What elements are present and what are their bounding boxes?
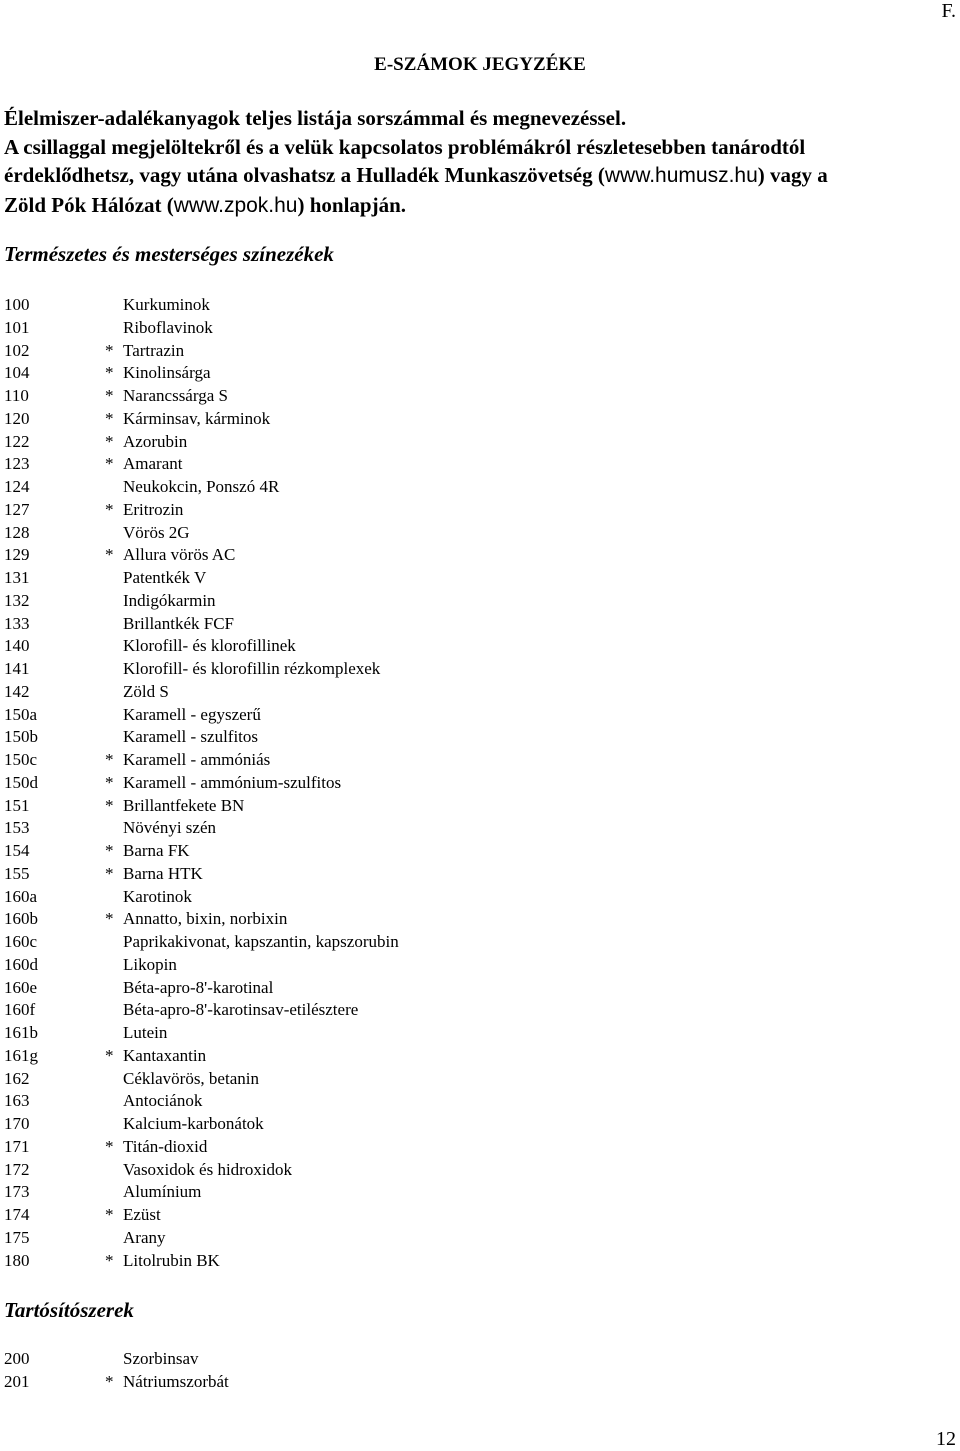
additive-name: Allura vörös AC bbox=[123, 545, 236, 565]
list-item bbox=[4, 726, 704, 749]
list-item bbox=[4, 408, 704, 431]
additive-name: Barna HTK bbox=[123, 863, 203, 883]
asterisk-marker: * bbox=[105, 499, 114, 519]
asterisk-marker: * bbox=[105, 863, 114, 883]
e-number: 102 bbox=[4, 340, 30, 360]
e-number: 140 bbox=[4, 636, 30, 656]
additive-name: Tartrazin bbox=[123, 340, 185, 360]
list-item bbox=[4, 954, 704, 977]
additive-name: Zöld S bbox=[123, 681, 169, 701]
additive-name: Karamell - szulfitos bbox=[123, 727, 259, 747]
intro-line-1: Élelmiszer-adalékanyagok teljes listája sorszámmal és megnevezéssel. bbox=[4, 106, 627, 130]
additive-name: Narancssárga S bbox=[123, 386, 228, 405]
asterisk-marker: * bbox=[105, 386, 114, 405]
list-item bbox=[4, 499, 704, 522]
additive-name: Lutein bbox=[123, 1023, 168, 1042]
list-item bbox=[4, 817, 704, 840]
additive-name: Antociánok bbox=[123, 1091, 203, 1111]
e-number: 150c bbox=[4, 750, 38, 769]
list-item bbox=[4, 1227, 704, 1250]
list-item bbox=[4, 1113, 704, 1136]
asterisk-marker: * bbox=[105, 909, 114, 929]
section-title-colorants: Természetes és mesterséges színezékek bbox=[4, 242, 334, 266]
asterisk-marker: * bbox=[105, 1250, 114, 1270]
additive-name: Patentkék V bbox=[123, 568, 207, 587]
additive-name: Béta-apro-8'-karotinsav-etilésztere bbox=[123, 1000, 359, 1020]
list-item bbox=[4, 340, 704, 363]
asterisk-marker: * bbox=[105, 454, 114, 474]
additive-name: Paprikakivonat, kapszantin, kapszorubin bbox=[123, 932, 399, 951]
asterisk-marker: * bbox=[105, 1045, 114, 1065]
e-number: 100 bbox=[4, 295, 30, 314]
list-item bbox=[4, 1159, 704, 1182]
page-title: E-SZÁMOK JEGYZÉKE bbox=[374, 54, 586, 75]
list-item bbox=[4, 977, 704, 1000]
colorants-list bbox=[4, 294, 704, 1272]
e-number: 154 bbox=[4, 841, 30, 860]
additive-name: Riboflavinok bbox=[123, 317, 213, 337]
e-number: 141 bbox=[4, 659, 30, 678]
e-number: 170 bbox=[4, 1114, 30, 1133]
additive-name: Céklavörös, betanin bbox=[123, 1068, 259, 1088]
list-item bbox=[4, 453, 704, 476]
e-number: 150b bbox=[4, 727, 38, 747]
list-item bbox=[4, 362, 704, 385]
additive-name: Karotinok bbox=[123, 886, 192, 906]
list-item bbox=[4, 567, 704, 590]
list-item bbox=[4, 681, 704, 704]
e-number: 129 bbox=[4, 545, 30, 565]
list-item bbox=[4, 886, 704, 909]
list-item bbox=[4, 385, 704, 408]
e-number: 160f bbox=[4, 1000, 36, 1020]
list-item bbox=[4, 863, 704, 886]
intro-line-4-start: Zöld Pók Hálózat ( bbox=[4, 192, 174, 217]
asterisk-marker: * bbox=[105, 1205, 114, 1224]
additive-name: Karamell - ammónium-szulfitos bbox=[123, 772, 342, 792]
list-item bbox=[4, 544, 704, 567]
asterisk-marker: * bbox=[105, 795, 114, 815]
additive-name: Barna FK bbox=[123, 841, 190, 860]
additive-name: Litolrubin BK bbox=[123, 1250, 220, 1270]
intro-line-4-end: ) honlapján. bbox=[297, 192, 407, 217]
additive-name: Klorofill- és klorofillin rézkomplexek bbox=[123, 659, 381, 678]
e-number: 171 bbox=[4, 1136, 30, 1156]
asterisk-marker: * bbox=[105, 1371, 114, 1391]
e-number: 163 bbox=[4, 1091, 30, 1111]
list-item bbox=[4, 795, 704, 818]
additive-name: Kalcium-karbonátok bbox=[123, 1114, 264, 1133]
e-number: 160a bbox=[4, 886, 38, 906]
intro-line-2: A csillaggal megjelöltekről és a velük kapcsolatos problémákról részletesebben tanárodtól bbox=[4, 134, 806, 159]
e-number: 101 bbox=[4, 317, 30, 337]
additive-name: Neukokcin, Ponszó 4R bbox=[123, 477, 280, 496]
e-number: 161g bbox=[4, 1045, 38, 1065]
section-title-preservatives: Tartósítószerek bbox=[4, 1298, 134, 1322]
list-item bbox=[4, 1068, 704, 1091]
list-item bbox=[4, 476, 704, 499]
additive-name: Kinolinsárga bbox=[123, 363, 211, 383]
e-number: 174 bbox=[4, 1205, 30, 1224]
page-marker: F. bbox=[941, 0, 956, 22]
page-number: 12 bbox=[936, 1428, 956, 1450]
additive-name: Brillantfekete BN bbox=[123, 795, 245, 815]
list-item bbox=[4, 704, 704, 727]
zpok-link[interactable]: www.zpok.hu bbox=[173, 193, 298, 217]
list-item bbox=[4, 658, 704, 681]
asterisk-marker: * bbox=[105, 841, 114, 860]
list-item bbox=[4, 1250, 704, 1273]
e-number: 132 bbox=[4, 590, 30, 610]
e-number: 120 bbox=[4, 408, 30, 428]
list-item bbox=[4, 1045, 704, 1068]
list-item bbox=[4, 1136, 704, 1159]
list-item bbox=[4, 613, 704, 636]
list-item bbox=[4, 431, 704, 454]
e-number: 127 bbox=[4, 499, 30, 519]
list-item bbox=[4, 317, 704, 340]
asterisk-marker: * bbox=[105, 363, 114, 383]
intro-line-3 bbox=[4, 161, 954, 191]
list-item bbox=[4, 931, 704, 954]
preservatives-list bbox=[4, 1348, 704, 1394]
list-item bbox=[4, 1204, 704, 1227]
list-item bbox=[4, 749, 704, 772]
humusz-link[interactable]: www.humusz.hu bbox=[604, 164, 758, 187]
e-number: 173 bbox=[4, 1182, 30, 1202]
e-number: 150d bbox=[4, 772, 38, 792]
intro-paragraph bbox=[4, 104, 954, 220]
e-number: 175 bbox=[4, 1227, 30, 1247]
e-number: 104 bbox=[4, 363, 30, 383]
additive-name: Karamell - ammóniás bbox=[123, 750, 271, 769]
e-number: 133 bbox=[4, 613, 30, 633]
list-item bbox=[4, 590, 704, 613]
additive-name: Kárminsav, kárminok bbox=[123, 408, 271, 428]
e-number: 160b bbox=[4, 909, 38, 929]
e-number: 124 bbox=[4, 477, 30, 496]
additive-name: Szorbinsav bbox=[123, 1349, 199, 1368]
list-item bbox=[4, 840, 704, 863]
additive-name: Brillantkék FCF bbox=[123, 613, 234, 633]
list-item bbox=[4, 772, 704, 795]
asterisk-marker: * bbox=[105, 772, 114, 792]
e-number: 200 bbox=[4, 1349, 30, 1368]
additive-name: Annatto, bixin, norbixin bbox=[123, 909, 288, 929]
list-item bbox=[4, 999, 704, 1022]
e-number: 172 bbox=[4, 1159, 30, 1179]
e-number: 151 bbox=[4, 795, 30, 815]
additive-name: Azorubin bbox=[123, 431, 188, 451]
e-number: 201 bbox=[4, 1371, 30, 1391]
list-item bbox=[4, 522, 704, 545]
list-item bbox=[4, 1181, 704, 1204]
additive-name: Vörös 2G bbox=[123, 522, 190, 542]
intro-line-3-end: ) vagy a bbox=[757, 163, 828, 187]
asterisk-marker: * bbox=[105, 408, 114, 428]
intro-line-3-start: érdeklődhetsz, vagy utána olvashatsz a Hulladék Munkaszövetség ( bbox=[4, 163, 605, 187]
e-number: 131 bbox=[4, 568, 30, 587]
additive-name: Alumínium bbox=[123, 1182, 202, 1202]
e-number: 180 bbox=[4, 1250, 30, 1270]
additive-name: Kantaxantin bbox=[123, 1045, 207, 1065]
asterisk-marker: * bbox=[105, 340, 114, 360]
additive-name: Indigókarmin bbox=[123, 590, 216, 610]
e-number: 142 bbox=[4, 681, 30, 701]
asterisk-marker: * bbox=[105, 545, 114, 565]
list-item bbox=[4, 1348, 704, 1371]
e-number: 153 bbox=[4, 818, 30, 838]
e-number: 128 bbox=[4, 522, 30, 542]
e-number: 161b bbox=[4, 1023, 38, 1042]
additive-name: Nátriumszorbát bbox=[123, 1371, 229, 1391]
asterisk-marker: * bbox=[105, 1136, 114, 1156]
e-number: 150a bbox=[4, 704, 38, 724]
list-item bbox=[4, 1022, 704, 1045]
additive-name: Eritrozin bbox=[123, 499, 184, 519]
additive-name: Titán-dioxid bbox=[123, 1136, 208, 1156]
additive-name: Likopin bbox=[123, 954, 177, 974]
e-number: 110 bbox=[4, 386, 29, 405]
e-number: 123 bbox=[4, 454, 30, 474]
e-number: 122 bbox=[4, 431, 30, 451]
list-item bbox=[4, 1090, 704, 1113]
additive-name: Klorofill- és klorofillinek bbox=[123, 636, 296, 656]
asterisk-marker: * bbox=[105, 750, 114, 769]
list-item bbox=[4, 294, 704, 317]
additive-name: Növényi szén bbox=[123, 818, 217, 838]
additive-name: Kurkuminok bbox=[123, 295, 210, 314]
additive-name: Amarant bbox=[123, 454, 183, 474]
e-number: 160c bbox=[4, 932, 38, 951]
list-item bbox=[4, 635, 704, 658]
additive-name: Béta-apro-8'-karotinal bbox=[123, 977, 274, 997]
list-item bbox=[4, 908, 704, 931]
additive-name: Arany bbox=[123, 1227, 166, 1247]
e-number: 162 bbox=[4, 1068, 30, 1088]
list-item bbox=[4, 1371, 704, 1394]
intro-line-4 bbox=[4, 191, 954, 221]
asterisk-marker: * bbox=[105, 431, 114, 451]
additive-name: Ezüst bbox=[123, 1205, 161, 1224]
e-number: 155 bbox=[4, 863, 30, 883]
additive-name: Karamell - egyszerű bbox=[123, 704, 261, 724]
additive-name: Vasoxidok és hidroxidok bbox=[123, 1159, 293, 1179]
e-number: 160e bbox=[4, 977, 38, 997]
e-number: 160d bbox=[4, 954, 38, 974]
